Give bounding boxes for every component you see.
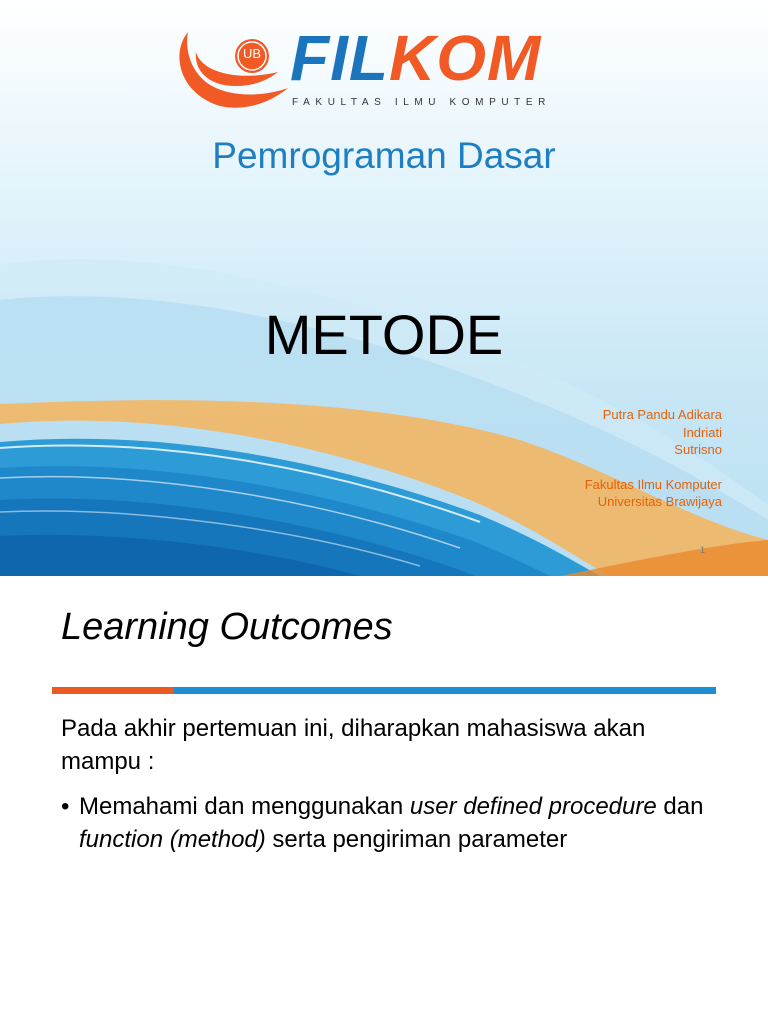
ub-badge-text: UB xyxy=(242,46,262,61)
bullet-dot: • xyxy=(61,793,70,820)
author-name: Indriati xyxy=(682,424,722,440)
filkom-swoosh-icon xyxy=(176,24,296,114)
logo-text-fil: FIL xyxy=(290,22,389,94)
filkom-logo xyxy=(290,22,542,94)
bullet-text-italic: user defined procedure xyxy=(409,793,657,820)
accent-bar-orange xyxy=(52,687,174,694)
intro-text: Pada akhir pertemuan ini, diharapkan mahasiswa akan mampu : xyxy=(61,715,646,775)
bullet-text-part: serta pengiriman parameter xyxy=(265,826,568,853)
bullet-text-part: dan xyxy=(656,793,704,820)
course-title: Pemrograman Dasar xyxy=(212,135,556,176)
logo-subtitle: FAKULTAS ILMU KOMPUTER xyxy=(292,97,551,108)
bullet-text-part: Memahami dan menggunakan xyxy=(79,793,410,820)
author-block xyxy=(585,406,722,511)
author-name: Sutrisno xyxy=(674,442,722,457)
author-name: Putra Pandu Adikara xyxy=(602,407,722,422)
affiliation-faculty: Fakultas Ilmu Komputer xyxy=(584,476,722,492)
page-number: 1 xyxy=(700,545,706,555)
content-slide xyxy=(0,576,768,1024)
logo-text-kom: KOM xyxy=(388,22,542,94)
bullet-item xyxy=(61,790,721,856)
accent-bar-blue xyxy=(174,687,716,694)
slide-title: METODE xyxy=(264,303,504,366)
bullet-text-italic: function (method) xyxy=(79,826,266,853)
slide-heading: Learning Outcomes xyxy=(61,606,393,648)
bullet-text xyxy=(61,790,721,856)
affiliation-university: Universitas Brawijaya xyxy=(597,494,722,509)
